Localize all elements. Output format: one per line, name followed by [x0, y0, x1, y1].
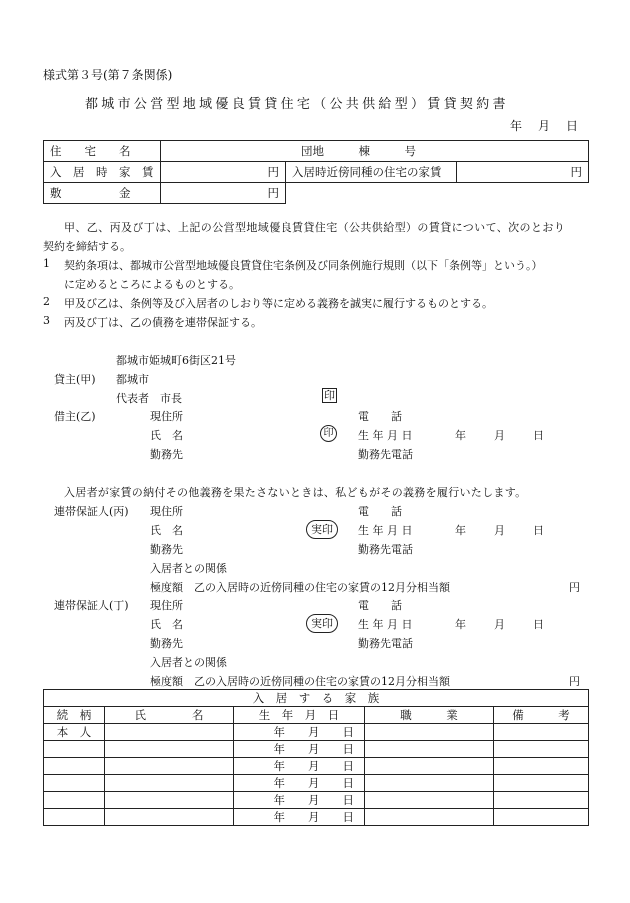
name-cell[interactable]: [105, 792, 234, 809]
date-label: 年 月 日: [510, 119, 581, 133]
name-cell[interactable]: [105, 724, 234, 741]
table-row: [44, 809, 589, 826]
guarantor-limit-label: 極度額 乙の入居時の近傍同種の住宅の家賃の12月分相当額: [150, 581, 450, 594]
table-row: [44, 775, 589, 792]
name-cell[interactable]: [105, 758, 234, 775]
label-cell: 敷 金: [44, 183, 161, 204]
relation-cell[interactable]: [44, 741, 105, 758]
guarantor-relation-label: 入居者との関係: [150, 562, 227, 575]
birth-cell[interactable]: 年 月 日: [234, 775, 365, 792]
birth-cell[interactable]: 年 月 日: [234, 758, 365, 775]
occupation-cell[interactable]: [365, 758, 494, 775]
tenant-name-label: 氏 名: [150, 429, 183, 442]
table-row: [44, 741, 589, 758]
label-cell: 入 居 時 家 賃: [44, 162, 161, 183]
table-row: [44, 183, 589, 204]
intro-line: 甲、乙、丙及び丁は、上記の公営型地域優良賃貸住宅（公共供給型）の賃貸について、次のとおり: [64, 221, 566, 234]
guarantee-statement: 入居者が家賃の納付その他義務を果たさないときは、私どもがその義務を履行いたします。: [64, 486, 527, 499]
remarks-cell[interactable]: [494, 724, 589, 741]
guarantor-relation-label: 入居者との関係: [150, 656, 227, 669]
guarantor-address-label: 現住所: [150, 599, 183, 612]
tenant-work-phone-label: 勤務先電話: [358, 448, 413, 461]
clause-text: 甲及び乙は、条例等及び入居者のしおり等に定める義務を誠実に履行するものとする。: [64, 297, 493, 310]
guarantor-work-label: 勤務先: [150, 543, 183, 556]
housing-name-field[interactable]: 団地 棟 号: [161, 141, 589, 162]
clause-text: 丙及び丁は、乙の債務を連帯保証する。: [64, 316, 262, 329]
table-row: [44, 724, 589, 741]
tenant-phone-label: 電 話: [358, 410, 402, 423]
occupation-cell[interactable]: [365, 775, 494, 792]
column-header: 氏 名: [105, 707, 234, 724]
tenant-birth-label: 生 年 月 日: [358, 429, 413, 442]
lessor-address: 都城市姫城町6街区21号: [116, 354, 236, 367]
occupation-cell[interactable]: [365, 741, 494, 758]
name-cell[interactable]: [105, 775, 234, 792]
clause-text: に定めるところによるものとする。: [64, 278, 240, 291]
table-row: [44, 758, 589, 775]
birth-cell[interactable]: 年 月 日: [234, 792, 365, 809]
family-table: [43, 689, 589, 826]
seal-mark: 印: [320, 425, 337, 442]
guarantor-limit-unit: 円: [569, 675, 580, 688]
column-header: 職 業: [365, 707, 494, 724]
clause-number: 1: [43, 257, 50, 270]
remarks-cell[interactable]: [494, 775, 589, 792]
label-cell: 入居時近傍同種の住宅の家賃: [286, 162, 457, 183]
nearby-rent-field[interactable]: 円: [457, 162, 589, 183]
guarantor-work-phone-label: 勤務先電話: [358, 637, 413, 650]
lessor-role: 貸主(甲): [54, 373, 96, 386]
birth-cell[interactable]: 年 月 日: [234, 724, 365, 741]
document-title: 都城市公営型地域優良賃貸住宅（公共供給型）賃貸契約書: [85, 97, 509, 112]
table-header-row: [44, 707, 589, 724]
guarantor-work-label: 勤務先: [150, 637, 183, 650]
guarantor-birth-value: 年 月 日: [455, 618, 546, 631]
lessor-rep: 代表者 市長: [116, 392, 182, 405]
seal-mark: 実印: [306, 520, 338, 539]
occupation-cell[interactable]: [365, 809, 494, 826]
table-row: [44, 141, 589, 162]
seal-mark: 印: [324, 389, 335, 402]
relation-cell[interactable]: [44, 809, 105, 826]
occupation-cell[interactable]: [365, 792, 494, 809]
form-number: 様式第３号(第７条関係): [43, 68, 173, 82]
guarantor-role: 連帯保証人(丁): [54, 599, 129, 612]
name-cell[interactable]: [105, 809, 234, 826]
tenant-birth-value: 年 月 日: [455, 429, 546, 442]
occupation-cell[interactable]: [365, 724, 494, 741]
guarantor-name-label: 氏 名: [150, 524, 183, 537]
guarantor-address-label: 現住所: [150, 505, 183, 518]
guarantor-limit-unit: 円: [569, 581, 580, 594]
remarks-cell[interactable]: [494, 758, 589, 775]
birth-cell[interactable]: 年 月 日: [234, 809, 365, 826]
guarantor-birth-value: 年 月 日: [455, 524, 546, 537]
deposit-field[interactable]: 円: [161, 183, 286, 204]
property-table: [43, 140, 589, 204]
guarantor-birth-label: 生 年 月 日: [358, 618, 413, 631]
remarks-cell[interactable]: [494, 809, 589, 826]
intro-line: 契約を締結する。: [43, 240, 131, 253]
guarantor-limit-label: 極度額 乙の入居時の近傍同種の住宅の家賃の12月分相当額: [150, 675, 450, 688]
guarantor-birth-label: 生 年 月 日: [358, 524, 413, 537]
tenant-work-label: 勤務先: [150, 448, 183, 461]
clause-text: 契約条項は、都城市公営型地域優良賃貸住宅条例及び同条例施行規則（以下「条例等」という。）: [64, 259, 543, 272]
tenant-address-label: 現住所: [150, 410, 183, 423]
clause-number: 3: [43, 314, 50, 327]
tenant-role: 借主(乙): [54, 410, 96, 423]
guarantor-work-phone-label: 勤務先電話: [358, 543, 413, 556]
remarks-cell[interactable]: [494, 792, 589, 809]
relation-cell[interactable]: [44, 792, 105, 809]
guarantor-name-label: 氏 名: [150, 618, 183, 631]
remarks-cell[interactable]: [494, 741, 589, 758]
table-title-row: [44, 690, 589, 707]
clause-number: 2: [43, 295, 50, 308]
lessor-name: 都城市: [116, 373, 149, 386]
guarantor-role: 連帯保証人(丙): [54, 505, 129, 518]
column-header: 続 柄: [44, 707, 105, 724]
table-row: [44, 162, 589, 183]
guarantor-phone-label: 電 話: [358, 505, 402, 518]
relation-cell[interactable]: 本 人: [44, 724, 105, 741]
empty-cell: [286, 183, 589, 204]
name-cell[interactable]: [105, 741, 234, 758]
column-header: 生 年 月 日: [234, 707, 365, 724]
relation-cell[interactable]: [44, 775, 105, 792]
guarantor-phone-label: 電 話: [358, 599, 402, 612]
column-header: 備 考: [494, 707, 589, 724]
birth-cell[interactable]: 年 月 日: [234, 741, 365, 758]
relation-cell[interactable]: [44, 758, 105, 775]
family-table-title: 入 居 す る 家 族: [44, 690, 589, 707]
seal-mark: 実印: [306, 614, 338, 633]
table-row: [44, 792, 589, 809]
rent-field[interactable]: 円: [161, 162, 286, 183]
label-cell: 住 宅 名: [44, 141, 161, 162]
